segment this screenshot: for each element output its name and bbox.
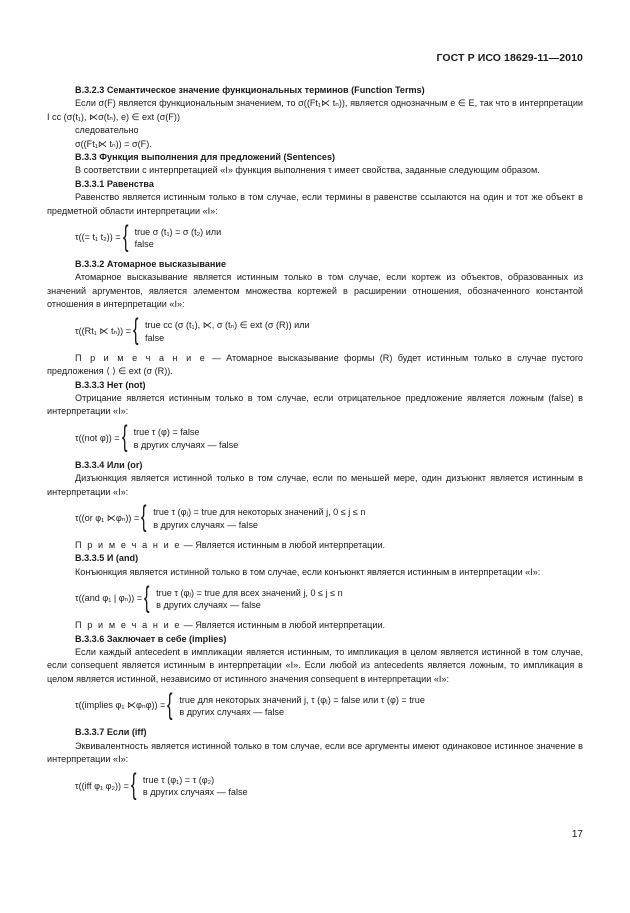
formula-lhs: τ((iff φ₁ φ₂)) = [75, 780, 129, 791]
formula-implies [75, 687, 583, 721]
formula-inline: σ((Ft₁⋉ tₙ)) = σ(F). [75, 138, 152, 149]
formula-lhs: τ((Rt₁ ⋉ tₙ)) = [75, 325, 132, 336]
formula-case: false [145, 332, 165, 343]
brace: { [144, 580, 150, 614]
formula-and [75, 580, 583, 614]
formula-case: в других случаях — false [179, 707, 285, 718]
paragraph: Конъюнкция является истинной только в том случае, если конъюнкт является истинным в интерпретации «I»: [75, 566, 541, 577]
paragraph: Эквивалентность является истинной только в том случае, если все аргументы имеют одинаковое истинное значение в интерпретации «I»: [47, 740, 583, 764]
page-content [47, 84, 583, 806]
formula-case: в других случаях — false [133, 439, 239, 450]
formula-atomic [75, 313, 583, 347]
section-heading: В.3.3.1 Равенства [75, 178, 154, 189]
note-text: — Является истинным в любой интерпретации. [181, 620, 386, 631]
paragraph: Если σ(F) является функциональным значением, то σ((Ft₁⋉ tₙ)), является однозначным e ∈ E, так что в интерпретации I cc (σ(t₁), ⋉σ(tₙ), e) ∈ ext (σ(F)) [47, 98, 583, 122]
section-heading: В.3.3.5 И (and) [75, 553, 139, 564]
brace: { [133, 313, 139, 347]
formula-cases [156, 587, 343, 612]
formula-case: false [134, 239, 154, 250]
formula-cases [153, 506, 365, 531]
formula-iff [75, 767, 583, 801]
page-number: 17 [571, 829, 583, 840]
formula-cases [179, 694, 425, 719]
section-heading: В.3.3.3 Нет (not) [75, 379, 146, 390]
document-header: ГОСТ Р ИСО 18629-11—2010 [436, 52, 583, 64]
note-text: — Является истинным в любой интерпретации. [181, 539, 386, 550]
paragraph: Дизъюнкция является истинной только в том случае, если по меньшей мере, один дизъюнкт является истинным в интерпретации «I»: [47, 473, 583, 497]
paragraph: Равенство является истинным только в том случае, если термины в равенстве ссылаются на один и тот же объект в предметной области интерпретации «I»: [47, 192, 583, 216]
formula-case: в других случаях — false [153, 519, 258, 530]
brace: { [141, 500, 147, 534]
paragraph: Отрицание является истинным только в том случае, если отрицательное предложение является ложным (false) в интерпретации «I»: [47, 392, 583, 417]
formula-equality [75, 219, 583, 253]
paragraph: следовательно [75, 125, 139, 136]
section-heading: В.3.3.2 Атомарное высказывание [75, 259, 227, 270]
formula-lhs: τ((implies φ₁ ⋉φₙφ)) = [75, 700, 166, 711]
formula-cases [134, 426, 239, 451]
formula-cases [135, 226, 222, 251]
brace: { [130, 767, 137, 801]
formula-lhs: τ((or φ₁ ⋉φₙ)) = [75, 513, 140, 524]
formula-case: в других случаях — false [142, 787, 248, 798]
brace: { [167, 687, 173, 721]
brace: { [121, 420, 128, 454]
section-heading: В.3.3.6 Заключает в себе (implies) [75, 633, 227, 644]
note-label: П р и м е ч а н и е [75, 620, 182, 631]
section-heading: В.3.3.4 Или (or) [75, 459, 143, 470]
formula-not [75, 420, 583, 454]
section-heading: В.3.3 Функция выполнения для предложений (Sentences) [75, 152, 336, 163]
formula-case: true σ (t₁) = σ (t₂) или [134, 226, 222, 237]
formula-case: true τ (φⱼ) = true для всех значений j, 0 ≤ j ≤ n [156, 587, 343, 598]
formula-case: true для некоторых значений j, τ (φⱼ) = false или τ (φ) = true [179, 694, 425, 705]
formula-case: true cc (σ (t₁), ⋉, σ (tₙ) ∈ ext (σ (R)) или [145, 320, 310, 331]
formula-lhs: τ((= t₁ t₂)) = [75, 232, 121, 243]
section-heading: В.3.2.3 Семантическое значение функциональных терминов (Function Terms) [75, 85, 425, 95]
formula-lhs: τ((not φ)) = [75, 433, 120, 444]
note [47, 352, 583, 379]
formula-cases [143, 774, 248, 799]
formula-case: в других случаях — false [156, 600, 261, 611]
formula-cases [145, 319, 310, 344]
section-heading: В.3.3.7 Если (iff) [75, 727, 147, 738]
note-text: — Атомарное высказывание формы (R) будет истинным только в случае пустого предложения ⟨ ⟩ ∈ ext (σ (R)). [47, 352, 583, 377]
paragraph: Атомарное высказывание является истинным только в том случае, если кортеж из объектов, образованных из значений аргументов, является элементом множества кортежей в расширении отношения, обозначенного константой отношения в интерпретации «I»: [47, 272, 583, 310]
note [47, 619, 583, 632]
note-label: П р и м е ч а н и е [75, 352, 207, 363]
formula-case: true τ (φ₁) = τ (φ₂) [142, 774, 215, 785]
note-label: П р и м е ч а н и е [75, 539, 182, 550]
brace: { [122, 219, 129, 253]
formula-or [75, 500, 583, 534]
formula-case: true τ (φ) = false [133, 427, 200, 438]
paragraph: В соответствии с интерпретацией «I» функция выполнения τ имеет свойства, заданные следующим образом. [75, 165, 540, 176]
paragraph: Если каждый antecedent в импликации является истинным, то импликация в целом является истинной в том случае, если consequent является истинным в интерпретации «I». Если любой из antecedents является ложным, то импликация в целом является истинной, независимо от истинного значения consequent в интерпретации «I»: [47, 646, 583, 684]
note [47, 539, 583, 552]
formula-case: true τ (φⱼ) = true для некоторых значений j, 0 ≤ j ≤ n [153, 507, 366, 518]
formula-lhs: τ((and φ₁ | φₙ)) = [75, 593, 143, 604]
